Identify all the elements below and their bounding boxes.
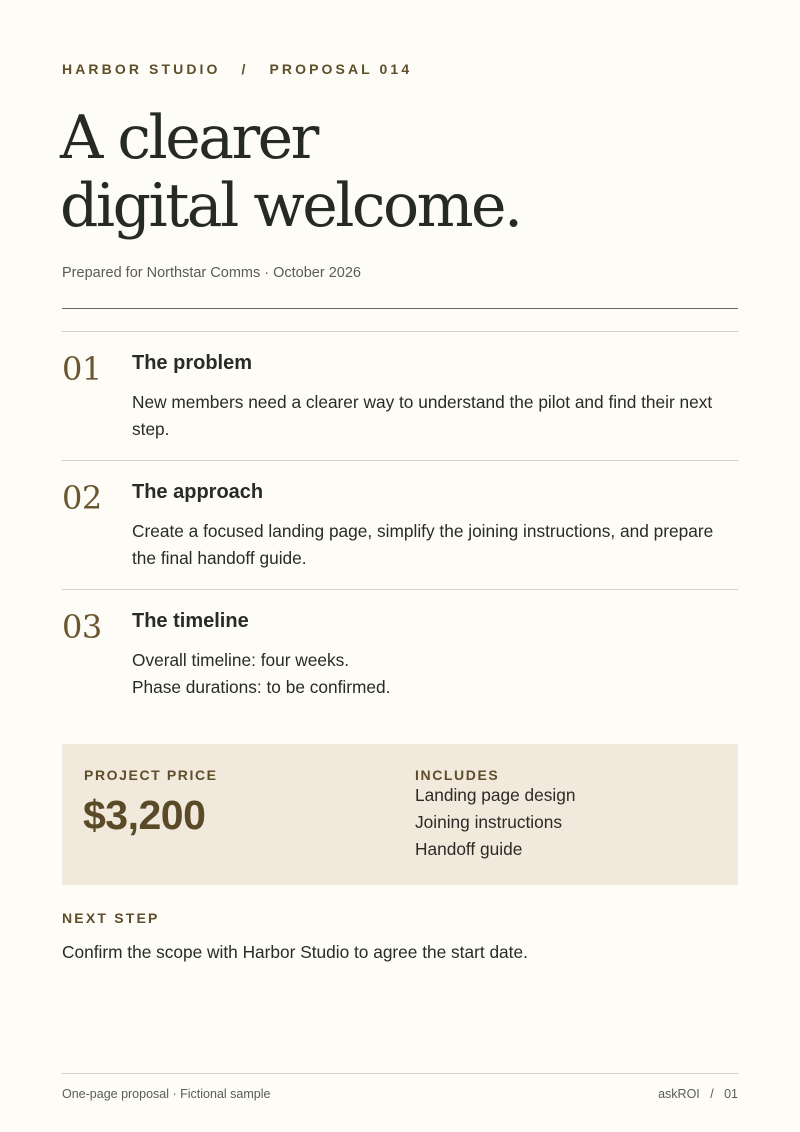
includes-item: Landing page design xyxy=(415,785,576,805)
section-number: 01 xyxy=(62,350,102,388)
section-body xyxy=(132,518,742,572)
price-label: PROJECT PRICE xyxy=(84,767,218,783)
section-body-line: Phase durations: to be confirmed. xyxy=(132,677,391,697)
header-divider xyxy=(62,308,738,309)
section-divider xyxy=(62,589,738,590)
page-title xyxy=(60,104,521,240)
section-number: 02 xyxy=(62,479,102,517)
section-number: 03 xyxy=(62,608,102,646)
section-body xyxy=(132,647,742,701)
footer-page-number: askROI / 01 xyxy=(658,1087,738,1101)
footer-note: One-page proposal · Fictional sample xyxy=(62,1087,271,1101)
section-heading: The problem xyxy=(132,352,253,374)
section-body-line: Create a focused landing page, simplify the joining instructions, and prepare the final handoff guide. xyxy=(132,521,714,568)
includes-item: Joining instructions xyxy=(415,812,562,832)
proposal-page xyxy=(62,0,738,1132)
section-divider xyxy=(62,460,738,461)
eyebrow: HARBOR STUDIO / PROPOSAL 014 xyxy=(62,61,413,77)
next-step-label: NEXT STEP xyxy=(62,910,160,926)
title-line-2: digital welcome. xyxy=(60,171,521,241)
next-step-text: Confirm the scope with Harbor Studio to agree the start date. xyxy=(62,942,528,962)
includes-label: INCLUDES xyxy=(415,767,500,783)
section-body-line: Overall timeline: four weeks. xyxy=(132,650,350,670)
section-divider xyxy=(62,331,738,332)
price-panel xyxy=(62,744,738,885)
section-body xyxy=(132,389,742,443)
footer-divider xyxy=(62,1073,738,1074)
includes-item: Handoff guide xyxy=(415,839,523,859)
prepared-for: Prepared for Northstar Comms · October 2026 xyxy=(62,265,361,281)
section-heading: The approach xyxy=(132,481,264,503)
section-heading: The timeline xyxy=(132,610,249,632)
price-value: $3,200 xyxy=(83,792,206,838)
title-line-1: A clearer xyxy=(60,103,317,173)
section-body-line: New members need a clearer way to understand the pilot and find their next step. xyxy=(132,392,713,439)
includes-list xyxy=(415,782,575,863)
